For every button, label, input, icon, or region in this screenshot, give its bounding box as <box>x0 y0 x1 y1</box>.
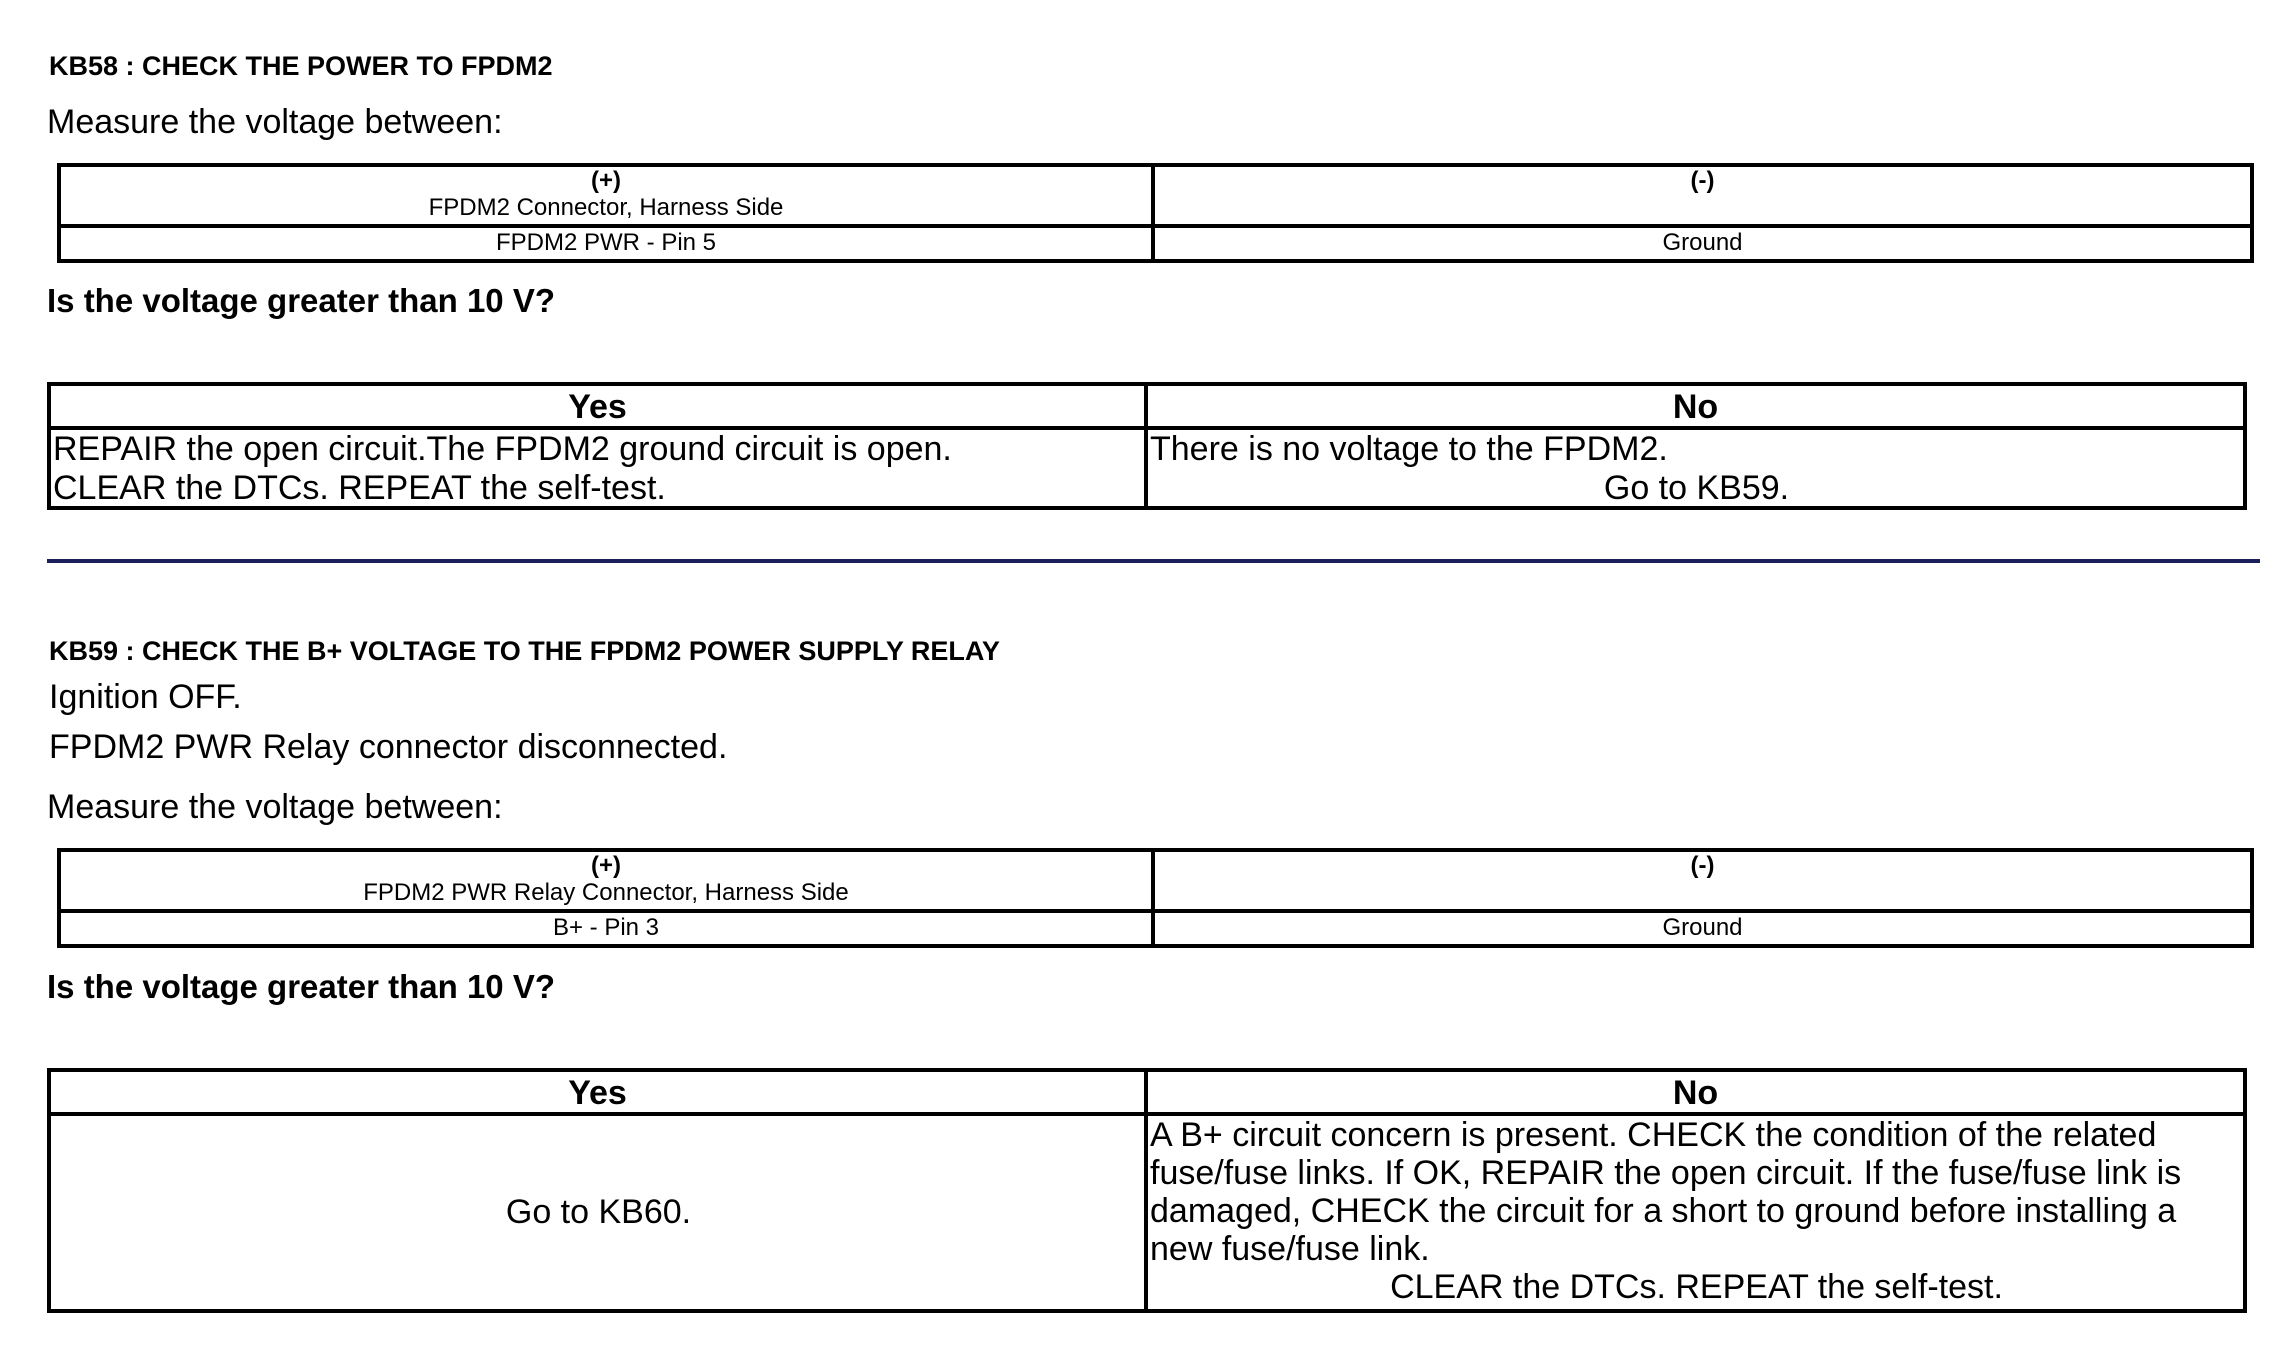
no-line: fuse/fuse links. If OK, REPAIR the open circuit. If the fuse/fuse link is <box>1150 1154 2182 1192</box>
decision-body-row <box>51 430 2243 506</box>
plus-label: FPDM2 PWR Relay Connector, Harness Side <box>363 879 849 906</box>
kb58-decision-table <box>47 382 2247 510</box>
minus-header-cell <box>1155 167 2250 224</box>
plus-value: B+ - Pin 3 <box>61 913 1155 944</box>
decision-body-row <box>51 1116 2243 1309</box>
plus-value: FPDM2 PWR - Pin 5 <box>61 228 1155 259</box>
plus-header-cell <box>61 852 1155 909</box>
no-header: No <box>1672 388 1719 426</box>
kb59-step-relay: FPDM2 PWR Relay connector disconnected. <box>49 728 728 766</box>
minus-value: Ground <box>1662 914 1743 941</box>
kb58-title: KB58 : CHECK THE POWER TO FPDM2 <box>49 51 553 81</box>
no-answer <box>1148 430 2243 506</box>
no-line: There is no voltage to the FPDM2. <box>1150 430 1668 468</box>
yes-header: Yes <box>51 386 1148 426</box>
kb58-question: Is the voltage greater than 10 V? <box>47 282 555 319</box>
kb59-title: KB59 : CHECK THE B+ VOLTAGE TO THE FPDM2 POWER SUPPLY RELAY <box>49 636 1000 666</box>
section-divider <box>47 559 2260 563</box>
kb59-question: Is the voltage greater than 10 V? <box>47 968 555 1005</box>
no-line: new fuse/fuse link. <box>1150 1230 1430 1268</box>
minus-sign: (-) <box>1690 167 1715 194</box>
no-answer <box>1148 1116 2243 1309</box>
minus-header-cell <box>1155 852 2250 909</box>
yes-line: REPAIR the open circuit.The FPDM2 ground circuit is open. <box>53 430 952 468</box>
measure-header-row <box>61 852 2250 913</box>
kb59-instruction: Measure the voltage between: <box>47 788 503 826</box>
plus-sign: (+) <box>591 167 621 194</box>
decision-header-row <box>51 1072 2243 1116</box>
goto-kb60-link[interactable]: Go to KB60. <box>505 1193 692 1232</box>
kb59-decision-table <box>47 1068 2247 1313</box>
yes-answer <box>51 430 1148 506</box>
yes-line: CLEAR the DTCs. REPEAT the self-test. <box>53 468 666 507</box>
minus-sign: (-) <box>1690 852 1715 879</box>
kb58-measure-table <box>57 163 2254 263</box>
plus-label: FPDM2 Connector, Harness Side <box>428 194 784 221</box>
no-header: No <box>1672 1074 1719 1112</box>
measure-header-row <box>61 167 2250 228</box>
kb59-measure-table <box>57 848 2254 948</box>
kb58-instruction: Measure the voltage between: <box>47 103 503 141</box>
goto-kb59-link[interactable]: Go to KB59. <box>1603 468 1790 507</box>
minus-value: Ground <box>1662 229 1743 256</box>
no-line: A B+ circuit concern is present. CHECK the condition of the related <box>1150 1116 2157 1154</box>
measure-value-row <box>61 228 2250 259</box>
no-line-final: CLEAR the DTCs. REPEAT the self-test. <box>1390 1268 2003 1306</box>
no-line: damaged, CHECK the circuit for a short to ground before installing a <box>1150 1192 2177 1230</box>
plus-sign: (+) <box>591 852 621 879</box>
yes-answer <box>51 1116 1148 1309</box>
yes-header: Yes <box>51 1072 1148 1112</box>
plus-header-cell <box>61 167 1155 224</box>
measure-value-row <box>61 913 2250 944</box>
decision-header-row <box>51 386 2243 430</box>
kb59-step-ignition: Ignition OFF. <box>49 678 242 716</box>
